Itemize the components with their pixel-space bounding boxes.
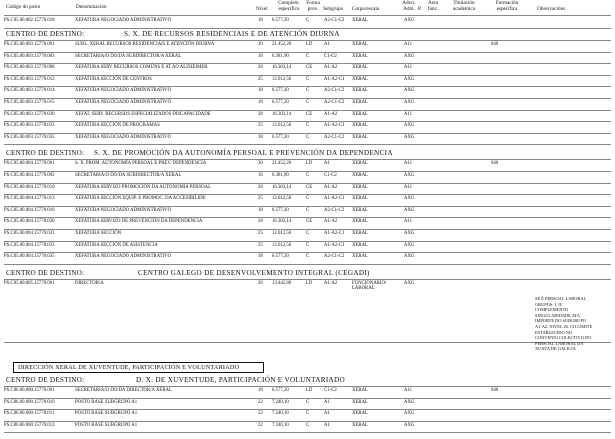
cell-formacion: 640: [491, 161, 499, 167]
cell-denominacion: SECRETARIA/O DO/DA SUBDIRECTOR/A XERAL: [75, 173, 182, 178]
cell-denominacion: XEFATURA SERVIZO DE PREVENCIÓN DA DEPENDENCIA: [75, 219, 203, 225]
cell-corpo-escala: XERAL: [352, 411, 368, 417]
cell-subgrupo: C1-C2: [324, 173, 337, 178]
centre-heading: [6, 268, 606, 279]
cell-forma-provision: C: [306, 76, 310, 82]
cell-forma-provision: LD: [306, 42, 313, 47]
cell-denominacion: XEFATURA NEGOCIADO ADMINISTRATIVO: [75, 100, 172, 105]
centre-label: CENTRO DE DESTINO:: [6, 376, 85, 384]
cell-subgrupo: A2-C1-C2: [324, 207, 345, 213]
cell-forma-provision: C: [306, 173, 310, 178]
cell-adscricion: AXG: [404, 254, 415, 260]
centre-name: CENTRO GALEGO DE DESENVOLVEMENTO INTEGRAL (CEGADI): [138, 268, 370, 277]
header-observacions: Observacións: [537, 6, 566, 12]
cell-code: PS.C05.00.004.15770.031: [4, 231, 55, 236]
cell-adscricion: AXG: [404, 231, 415, 236]
cell-corpo-escala: XERAL: [352, 254, 368, 260]
cell-code: PS.C05.00.004.15770.016: [4, 207, 55, 213]
cell-corpo-escala: XERAL: [352, 196, 368, 202]
cell-complemento: 13.442,80: [272, 280, 292, 286]
cell-complemento: 6.577,20: [272, 134, 289, 140]
cell-nivel: 25: [258, 231, 263, 236]
cell-forma-provision: C: [306, 123, 310, 129]
table-row: [0, 53, 615, 61]
cell-subgrupo: A1-A2: [324, 184, 338, 190]
cell-complemento: 7.240,10: [272, 411, 289, 417]
cell-code: PS.C05.00.003.15770.008: [4, 65, 55, 71]
cell-forma-provision: C: [306, 207, 310, 213]
cell-subgrupo: C1-C2: [324, 388, 337, 393]
table-row: [0, 122, 615, 130]
cell-nivel: 22: [258, 411, 263, 417]
cell-code: PS.C05.00.003.15770.001: [4, 42, 55, 47]
cell-subgrupo: A1-A2-C1: [324, 231, 345, 236]
cell-complemento: 12.012,56: [272, 123, 292, 129]
cell-subgrupo: A1-A2-C1: [324, 242, 345, 248]
cell-corpo-escala: XERAL: [352, 242, 368, 248]
cell-complemento: 6.577,20: [272, 207, 289, 213]
cell-subgrupo: A2-C1-C2: [324, 254, 345, 260]
cell-corpo-escala: XERAL: [352, 184, 368, 190]
cell-forma-provision: C: [306, 18, 310, 23]
cell-nivel: 18: [258, 254, 263, 260]
cell-subgrupo: A1: [324, 161, 330, 167]
centre-heading: [6, 29, 606, 40]
cell-corpo-escala: XERAL: [352, 388, 368, 393]
table-row: [0, 87, 615, 95]
cell-adscricion: AXG: [404, 280, 415, 286]
header-subgrupo: Subgrupo: [323, 6, 344, 12]
cell-subgrupo: A1: [324, 42, 330, 47]
cell-denominacion: POSTO BASE SUBGRUPO A1: [75, 411, 138, 417]
cell-corpo-escala: XERAL: [352, 123, 368, 129]
table-row: [0, 387, 615, 395]
cell-denominacion: XEFATURA NEGOCIADO ADMINISTRATIVO: [75, 254, 172, 260]
cell-subgrupo: A1: [324, 411, 330, 417]
cell-complemento: 16.303,14: [272, 219, 292, 225]
cell-adscricion: A11: [404, 42, 413, 47]
cell-corpo-escala: XERAL: [352, 111, 368, 117]
centre-label: CENTRO DE DESTINO:: [6, 149, 85, 158]
cell-denominacion: SECRETARIA/O DO/DA SUBDIRECTOR/A XERAL: [75, 53, 182, 59]
cell-complemento: 16.303,14: [272, 111, 292, 117]
table-row: [0, 17, 615, 25]
cell-forma-provision: CE: [306, 219, 313, 225]
cell-adscricion: AXG: [404, 207, 415, 213]
cell-nivel: 28: [258, 184, 263, 190]
cell-subgrupo: A1: [324, 422, 330, 428]
cell-adscricion: AXG: [404, 242, 415, 248]
centre-label: CENTRO DE DESTINO:: [6, 30, 85, 38]
cell-complemento: 12.012,56: [272, 231, 292, 236]
cell-code: PS.C06.00.000.15770.010: [4, 399, 55, 405]
table-row: [0, 41, 615, 49]
cell-complemento: 6.577,20: [272, 88, 289, 94]
header-adscricion: Adscr. Adm.: [402, 0, 416, 12]
cell-code: PS.C05.00.004.15770.003: [4, 173, 55, 178]
cell-subgrupo: A1-A2: [324, 65, 338, 71]
cell-denominacion: XEFATURA NEGOCIADO ADMINISTRATIVO: [75, 18, 172, 23]
cell-subgrupo: C1-C2: [324, 53, 337, 59]
observation-line: COMPLEMENTO: [535, 307, 569, 313]
cell-denominacion: SUBL. XERAL RECURSOS RESIDENCIAIS E ATENCIÓN DIURNA: [75, 42, 215, 47]
cell-nivel: 18: [258, 100, 263, 105]
observation-line: CONVENIO COLECTIVO DO: [535, 335, 592, 341]
cell-complemento: 7.240,10: [272, 422, 289, 428]
header-adscricion-p: P.: [418, 6, 422, 12]
cell-corpo-escala: XERAL: [352, 422, 368, 428]
cell-complemento: 6.577,20: [272, 100, 289, 105]
cell-forma-provision: C: [306, 242, 310, 248]
centre-heading: [6, 148, 606, 159]
cell-nivel: 18: [258, 388, 263, 393]
table-row: [0, 184, 615, 192]
cell-forma-provision: C: [306, 399, 310, 405]
cell-forma-provision: C: [306, 254, 310, 260]
cell-corpo-escala: XERAL: [352, 42, 368, 47]
cell-forma-provision: C: [306, 422, 310, 428]
cell-denominacion: XEFATURA SECCIÓN DE PROGRAMAS: [75, 123, 160, 129]
cell-subgrupo: A2-C1-C2: [324, 134, 345, 140]
cell-complemento: 12.012,56: [272, 196, 292, 202]
cell-nivel: 18: [258, 88, 263, 94]
cell-formacion: 640: [491, 388, 499, 393]
observation-line: SE É PERSOAL LABORAL: [535, 296, 587, 301]
cell-nivel: 18: [258, 18, 263, 23]
cell-nivel: 16: [258, 173, 263, 178]
cell-nivel: 18: [258, 207, 263, 213]
cell-adscricion: AXG: [404, 123, 415, 129]
table-row: [0, 134, 615, 142]
table-row: [0, 422, 615, 430]
cell-subgrupo: A1-A2-C1: [324, 196, 345, 202]
observation-line: GRUPOS: I, II/: [535, 301, 563, 307]
cell-subgrupo: A1-A2-C1: [324, 76, 345, 82]
centre-name: S. X. DE RECURSOS RESIDENCIAIS E DE ATENCIÓN DIURNA: [124, 30, 340, 38]
cell-corpo-escala: FUNCIONARIO/ LABORAL: [352, 280, 387, 292]
cell-denominacion: S. X. PROM. AUTONOMÍA PERSOAL E PREV. DEPENDENCIA: [75, 161, 207, 167]
observation-line: XUNTA DE GALICIA: [535, 346, 576, 352]
cell-adscricion: A11: [404, 388, 413, 393]
centre-heading: [6, 375, 606, 386]
cell-corpo-escala: XERAL: [352, 134, 368, 140]
cell-denominacion: XEFATURA NEGOCIADO ADMINISTRATIVO: [75, 88, 172, 94]
cell-code: PS.C06.00.000.15770.012: [4, 422, 55, 428]
cell-corpo-escala: XERAL: [352, 53, 368, 59]
cell-subgrupo: A2-C1-C2: [324, 100, 345, 105]
table-row: [0, 253, 615, 261]
cell-code: PS.C05.00.003.15770.014: [4, 88, 55, 94]
cell-code: PS.C05.00.004.15770.010: [4, 184, 55, 190]
cell-code: PS.C05.00.004.15770.001: [4, 161, 55, 167]
cell-adscricion: AXG: [404, 399, 415, 405]
cell-code: PS.C06.00.000.15770.001: [4, 388, 55, 393]
cell-corpo-escala: XERAL: [352, 100, 368, 105]
cell-nivel: 22: [258, 422, 263, 428]
cell-adscricion: A11: [404, 65, 413, 71]
header-forma-provision: Forma prov.: [306, 0, 320, 12]
cell-denominacion: POSTO BASE SUBGRUPO A1: [75, 399, 138, 405]
row-divider: [4, 15, 611, 16]
cell-complemento: 7.240,10: [272, 399, 289, 405]
cell-nivel: 28: [258, 111, 263, 117]
cell-denominacion: XEFATURA SECCIÓN EQUIP. E PROMOC. DA ACCESIBILIDE: [75, 196, 206, 202]
cell-denominacion: XEFATURA SECCIÓN DE CENTROS: [75, 76, 152, 82]
cell-adscricion: AXG: [404, 134, 415, 140]
cell-corpo-escala: XERAL: [352, 399, 368, 405]
header-corpo-escala: Corpo/escala: [352, 6, 380, 12]
directorate-heading: DIRECCIÓN XERAL DE XUVENTUDE, PARTICIPACIÓN E VOLUNTARIADO: [13, 362, 264, 373]
observation-line: PERSOAL LABORAL DA: [535, 340, 584, 346]
cell-adscricion: AXG: [404, 422, 415, 428]
cell-nivel: 16: [258, 53, 263, 59]
cell-forma-provision: C: [306, 411, 310, 417]
cell-nivel: 25: [258, 196, 263, 202]
table-row: [0, 99, 615, 107]
cell-subgrupo: A1: [324, 399, 330, 405]
table-row: [0, 242, 615, 250]
table-row: [0, 230, 615, 238]
observations-note: [535, 296, 605, 352]
cell-forma-provision: C: [306, 134, 310, 140]
cell-forma-provision: LD: [306, 161, 313, 167]
cell-forma-provision: C: [306, 100, 310, 105]
cell-complemento: 12.012,56: [272, 242, 292, 248]
cell-code: PS.C05.00.002.15770.018: [4, 18, 55, 23]
cell-forma-provision: C: [306, 196, 310, 202]
row-divider: [4, 432, 611, 433]
cell-adscricion: A11: [404, 184, 413, 190]
cell-denominacion: XEFAT. SERV. RECURSOS ESPECIALIZADOS DISCAPACIDADE: [75, 111, 211, 117]
cell-complemento: 6.577,20: [272, 388, 289, 393]
cell-adscricion: AXG: [404, 196, 415, 202]
cell-denominacion: XEFATURA SERV RECURSOS COMÚNS E AT AO ALZHEIMER: [75, 65, 208, 71]
observation-line: IMPORTE DO SUBGRUPO: [535, 318, 586, 324]
cell-code: PS.C05.00.005.15770.001: [4, 280, 55, 286]
cell-forma-provision: C: [306, 88, 310, 94]
cell-adscricion: AXG: [404, 76, 415, 82]
cell-nivel: 28: [258, 65, 263, 71]
header-codigo: Código do posto: [6, 4, 41, 10]
cell-code: PS.C05.00.004.15770.035: [4, 254, 55, 260]
centre-name: S. X. DE PROMOCIÓN DA AUTONOMÍA PERSOAL E PREVENCIÓN DA DEPENDENCIA: [94, 149, 393, 158]
cell-complemento: 16.303,14: [272, 65, 292, 71]
cell-corpo-escala: XERAL: [352, 161, 368, 167]
cell-nivel: 25: [258, 242, 263, 248]
cell-subgrupo: A2-C1-C2: [324, 18, 345, 23]
cell-forma-provision: C: [306, 231, 310, 236]
cell-code: PS.C05.00.004.15770.013: [4, 196, 55, 202]
header-area-funcional: Área func.: [427, 0, 439, 12]
table-row: [0, 207, 615, 215]
header-denominacion: Denominación: [76, 4, 107, 10]
cell-complemento: 21.452,20: [272, 161, 292, 167]
cell-nivel: 22: [258, 399, 263, 405]
centre-label: CENTRO DE DESTINO:: [6, 268, 85, 277]
row-divider: [4, 144, 611, 145]
cell-corpo-escala: XERAL: [352, 76, 368, 82]
cell-subgrupo: A1-A2-C1: [324, 123, 345, 129]
cell-complemento: 12.012,56: [272, 76, 292, 82]
row-divider: [4, 264, 611, 265]
cell-denominacion: XEFATURA SERVIZO PROMOCIÓN DA AUTONOMÍA PERSOAL: [75, 184, 212, 190]
cell-code: PS.C05.00.003.15770.033: [4, 123, 55, 129]
cell-code: PS.C05.00.003.15770.035: [4, 134, 55, 140]
cell-denominacion: POSTO BASE SUBGRUPO A1: [75, 422, 138, 428]
cell-corpo-escala: XERAL: [352, 231, 368, 236]
cell-code: PS.C05.00.003.15770.003: [4, 53, 55, 59]
cell-nivel: 28: [258, 219, 263, 225]
cell-forma-provision: CE: [306, 184, 313, 190]
cell-complemento: 6.577,20: [272, 254, 289, 260]
table-row: [0, 410, 615, 418]
cell-complemento: 6.381,90: [272, 53, 289, 59]
cell-subgrupo: A1-A2: [324, 111, 338, 117]
cell-subgrupo: A1-A2: [324, 280, 338, 286]
table-row: [0, 399, 615, 407]
table-row: [0, 218, 615, 226]
header-titulacion: Titulación académica: [453, 0, 475, 12]
cell-code: PS.C05.00.004.15770.033: [4, 242, 55, 248]
cell-corpo-escala: XERAL: [352, 207, 368, 213]
cell-nivel: 30: [258, 42, 263, 47]
cell-denominacion: SECRETARIA/O DO/DA DIRECTOR/A XERAL: [75, 388, 172, 393]
cell-adscricion: AXG: [404, 18, 415, 23]
cell-nivel: 26: [258, 280, 263, 286]
table-row: [0, 111, 615, 119]
cell-adscricion: A11: [404, 219, 413, 225]
cell-forma-provision: CE: [306, 111, 313, 117]
cell-adscricion: AXG: [404, 173, 415, 178]
cell-denominacion: DIRECTOR/A: [75, 280, 104, 286]
cell-adscricion: A11: [404, 161, 413, 167]
cell-adscricion: A11: [404, 111, 413, 117]
cell-formacion: 640: [491, 42, 499, 47]
cell-forma-provision: LD: [306, 280, 313, 286]
cell-nivel: 25: [258, 76, 263, 82]
cell-corpo-escala: XERAL: [352, 65, 368, 71]
cell-forma-provision: LD: [306, 388, 313, 393]
cell-subgrupo: A1-A2: [324, 219, 338, 225]
cell-adscricion: AXG: [404, 411, 415, 417]
cell-nivel: 18: [258, 134, 263, 140]
cell-forma-provision: C: [306, 53, 310, 59]
cell-subgrupo: A2-C1-C2: [324, 88, 345, 94]
observation-line: A1-A2, NIVEL 26. CO LÍMITE: [535, 323, 593, 329]
cell-denominacion: XEFATURA NEGOCIADO ADMINISTRATIVO: [75, 207, 172, 213]
cell-code: PS.C06.00.000.15770.011: [4, 411, 55, 417]
cell-complemento: 6.381,90: [272, 173, 289, 178]
observation-line: SINGULARIDADE ATA: [535, 312, 580, 318]
cell-complemento: 6.577,20: [272, 18, 289, 23]
table-row: [0, 195, 615, 203]
header-formacion: Formación específica: [495, 0, 519, 12]
cell-complemento: 16.303,14: [272, 184, 292, 190]
cell-denominacion: XEFATURA NEGOCIADO ADMINISTRATIVO: [75, 134, 172, 140]
cell-nivel: 30: [258, 161, 263, 167]
cell-corpo-escala: XERAL: [352, 173, 368, 178]
row-divider: [4, 342, 611, 343]
table-row: [0, 160, 615, 168]
cell-adscricion: AXG: [404, 88, 415, 94]
table-row: [0, 76, 615, 84]
cell-corpo-escala: XERAL: [352, 88, 368, 94]
centre-name: D. X. DE XUVENTUDE, PARTICIPACIÓN E VOLUNTARIADO: [136, 376, 345, 384]
cell-denominacion: XEFATURA SECCIÓN DE ASISTENCIA: [75, 242, 158, 248]
cell-code: PS.C05.00.003.15770.015: [4, 100, 55, 105]
table-row: [0, 64, 615, 72]
table-row: [0, 172, 615, 180]
table-row: [0, 280, 615, 292]
cell-code: PS.C05.00.003.15770.030: [4, 111, 55, 117]
cell-denominacion: XEFATURA SECCIÓN: [75, 231, 122, 236]
cell-code: PS.C05.00.003.15770.012: [4, 76, 55, 82]
cell-corpo-escala: XERAL: [352, 219, 368, 225]
cell-complemento: 21.452,20: [272, 42, 292, 47]
observation-line: ESTABLECIDO NO: [535, 329, 573, 335]
cell-corpo-escala: XERAL: [352, 18, 368, 23]
cell-adscricion: AXG: [404, 53, 415, 59]
cell-adscricion: AXG: [404, 100, 415, 105]
header-nivel: Nivel: [256, 6, 268, 12]
cell-nivel: 25: [258, 123, 263, 129]
cell-forma-provision: CE: [306, 65, 313, 71]
cell-code: PS.C05.00.004.15770.030: [4, 219, 55, 225]
header-complemento: Complem. específico: [278, 0, 300, 12]
